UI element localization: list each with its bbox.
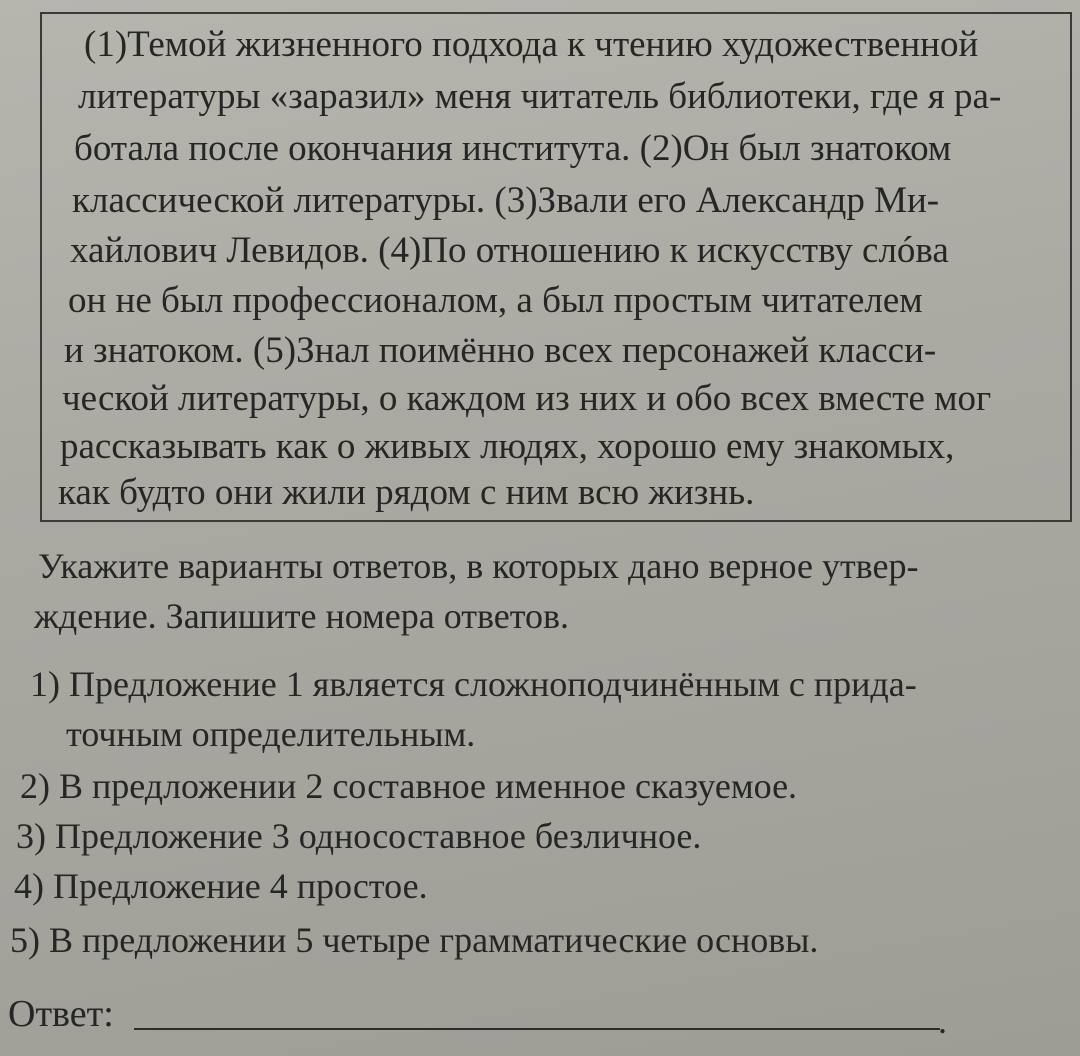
passage-line: ботала после окончания института. (2)Он был знатоком xyxy=(74,128,952,169)
passage-line: рассказывать как о живых людях, хорошо ему знакомых, xyxy=(60,426,955,467)
answer-option-1-continued: точным определительным. xyxy=(66,714,476,754)
passage-line: классической литературы. (3)Звали его Александр Ми- xyxy=(72,180,940,221)
answer-label: Ответ: xyxy=(8,993,114,1035)
passage-line: литературы «заразил» меня читатель библиотеки, где я ра- xyxy=(78,76,1002,117)
answer-end-mark: . xyxy=(938,1001,947,1041)
passage-line: он не был профессионалом, а был простым читателем xyxy=(68,280,923,321)
answer-option-3: 3) Предложение 3 односоставное безличное. xyxy=(16,816,702,856)
answer-option-4: 4) Предложение 4 простое. xyxy=(14,866,428,906)
task-instruction: ждение. Запишите номера ответов. xyxy=(34,596,570,636)
answer-option-2: 2) В предложении 2 составное именное сказуемое. xyxy=(20,766,798,806)
answer-option-5: 5) В предложении 5 четыре грамматические основы. xyxy=(10,920,819,960)
answer-blank-line[interactable] xyxy=(134,1028,940,1030)
passage-line: ческой литературы, о каждом из них и обо всех вместе мог xyxy=(62,378,992,419)
passage-line: как будто они жили рядом с ним всю жизнь. xyxy=(58,472,755,513)
passage-line: и знатоком. (5)Знал поимённо всех персонажей класси- xyxy=(64,330,937,371)
passage-line: (1)Темой жизненного подхода к чтению художественной xyxy=(84,24,979,65)
passage-line: хайлович Левидов. (4)По отношению к искусству слóва xyxy=(70,230,949,271)
task-instruction: Укажите варианты ответов, в которых дано верное утвер- xyxy=(38,546,919,586)
answer-option-1: 1) Предложение 1 является сложноподчинённым с прида- xyxy=(30,664,917,704)
